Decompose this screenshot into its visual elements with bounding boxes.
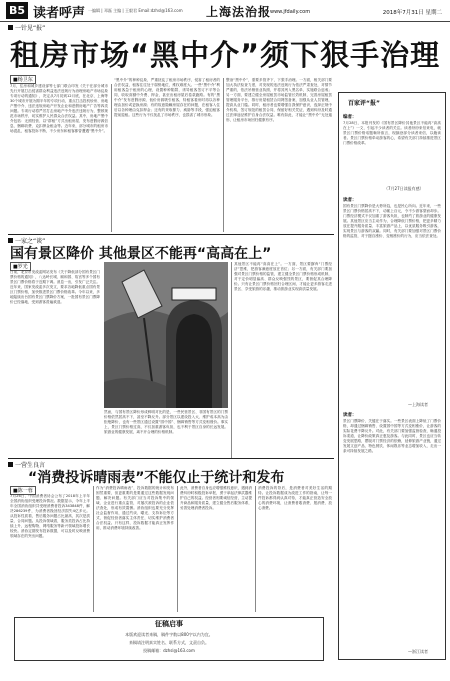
column-divider [231, 262, 232, 458]
sidebar-title: 百家评“报” [348, 100, 380, 107]
section-rule [8, 234, 334, 235]
article-one-col-3: 整治“黑中介”，需要多管齐下，下狠手治理。一方面，相关部门要加大执法检查力度，对发现的违法违规行为依法严肃查处，对情节严重的，依法吊销营业执照，并将其列入黑名单，实施联合惩戒；另一方面，要建立健全房屋租赁市场监管长效机制，完善房屋租赁管理服务平台，推行房屋租赁合同网签备案，加强从业人员管理，提高从业门槛。同时，租房者也要增强自我保护意识，选择正规中介机构，签订规范的租赁合同，保留好相关凭证，遇到纠纷及时通过法律途径维护自身合法权益。唯有如此，才能让“黑中介”无处遁形，让租房市场回归健康有序。 [226, 78, 332, 122]
sidebar-text: 国有景区门票降价是大势所趋，也是民心所向。近年来，一些景区门票价格居高不下，动辄上百元，令不少游客望而却步。门票经济模式不仅加重了游客负担，也制约了旅游业的健康发展。其他景区应当主动作为，合理降低门票价格，把更多精力放在提升服务质量、丰富旅游产品上，以优质服务吸引游客，实现景区与游客的双赢。同时，有关部门要加强对景区门票价格的监管，对于擅自涨价、变相涨价的行为，应当依法查处。 [343, 204, 441, 238]
column-divider [223, 78, 224, 232]
article-two-col-1: 日前，北京市发改委网站发布《关于降低部分国有景区门票价格的通知》，八达岭长城、颐和园、故宫等多个国有景区门票价格将于近期下调。消息一出，引发广泛关注。近年来，国家发改委多次发文，要求各地降低重点国有景区门票价格，加快推进景区门票价格改革。今年以来，多地陆续出台国有景区门票降价方案，一批国有景区门票降价已经落地，受到游客普遍欢迎。 [10, 270, 100, 304]
sidebar-heading: 读者： [343, 198, 357, 203]
article-one-col-1: 7月，住房和城乡建设部等七部门联合印发《关于在部分城市先行开展打击侵害群众利益违法违规行为治理房地产市场乱象专项行动的通知》，决定从7月初到12月底，在北京、上海等30个城市开展为期半年的专项行动，重点打击投机炒房、房地产黑中介、违法违规房地产开发企业和虚假房地产广告等四类问题。专项行动将严厉打击房地产中介违法违规行为，整顿规范市场秩序，切实维护人民群众合法权益。其中，房地产黑中介包括：无照经营、以“群租”方式出租房屋、发布虚假房源信息、捆绑收费、克扣押金租金等。近年来，部分城市的租房市场混乱，租客投诉不断，不少房东和租客都曾遭遇“黑中介”。 [10, 84, 109, 133]
tag-block-icon [8, 25, 13, 30]
website: www.jfdaily.com [270, 9, 311, 15]
photo-credit: 资料图片 [266, 658, 271, 681]
sidebar-text: 景区门票降价，关键在于落实。一些景区表面上降低了门票价格，却通过捆绑销售、设置园中园等方式变相涨价，让游客的实际花费不降反升。对此，有关部门要加强监督检查，畅通投诉渠道，让降价政策真正惠及游客。与此同时，景区也应当转变发展思路，摆脱对门票经济的依赖，延伸旅游产业链，通过发展文创产品、特色餐饮、休闲娱乐等业态增加收入，走出一条可持续发展之路。 [343, 419, 441, 453]
author-one: ■杨卫东 [10, 75, 36, 84]
staff-credits: 一编辑 | 邓磊 主编 | 王毅君 Email:dzhsl@163.com [88, 8, 183, 13]
scenic-gate-illustration [104, 262, 228, 408]
notice-email[interactable]: 投稿邮箱：dzhsl@163.com [143, 648, 195, 653]
sidebar-text: 7月28日，本报刊发的《国有景区降价其他景区不能再“高高在上”》一文，引起不少读者的关注。读者纷纷来信来电，就景区门票价格话题畅所欲言，现摘登部分读者来信，以飨读者。景区门票价格牵动游客的心，希望有关部门持续推进景区门票价格改革。 [343, 121, 441, 145]
section-rule [8, 458, 334, 459]
sidebar-signature: —上海读者 [408, 402, 428, 407]
page-number: B5 [6, 2, 28, 19]
paper-name: 上海法治报 [206, 5, 272, 19]
sidebar-heading: 读者： [343, 413, 357, 418]
column-divider [111, 84, 112, 232]
section-tag-two: 一家之“谈” [8, 237, 45, 246]
sidebar-signature: （7月27日读报有感） [384, 186, 424, 191]
masthead [0, 0, 450, 22]
sidebar-signature: —浙江读者 [408, 649, 428, 654]
article-one-col-2: “黑中介”的种种乱象，严重扰乱了租房市场秩序，侵害了租房者的合法权益，租客往往处于弱势地位，维权难度大。一些“黑中介”利用租客急于租房的心理，设置种种陷阱，诱导租客签订不平等合同，收取高额中介费、押金，甚至出租房屋后卷款跑路。有的“黑中介”发布虚假房源、低价房源吸引租客，待租客看房时再以各种理由加价或更换房源；有的故意隐瞒房屋存在的问题，在租客入住后以各种理由克扣押金；还有的采取暴力、威胁等手段，强迫租客提前退租。这些行为不仅扰乱了市场秩序，也损害了城市形象。 [114, 78, 220, 117]
section-tag-one: 一针见“报” [8, 24, 45, 33]
sidebar-heading: 编者： [343, 115, 357, 120]
article-three-col-4: 消费投诉的背后，是消费者对美好生活的期待。让投诉数据成为改进工作的指南，让每一件投诉都得到认真对待，才能真正营造安全放心的消费环境，让消费者敢消费、愿消费、放心消费。 [258, 486, 332, 510]
notice-title: 征稿启事 [155, 620, 183, 628]
column-name: 读者呼声 [33, 6, 86, 21]
issue-date: 2018年7月31日 星期二 [382, 10, 442, 16]
section-three-headline: “消费投诉晴雨表”不能仅止于统计和发布 [28, 470, 285, 486]
article-three-col-2: 作为“消费投诉晴雨表”，投诉数据的统计和发布固然重要，但更重要的是要通过这些数据发现问题、解决问题。有关部门应当对投诉集中的领域、企业进行重点监管，对屡次被投诉的企业依法查处，形成有效震慑。消协组织也要充分发挥社会监督作用，通过约谈、曝光、支持诉讼等方式，督促经营者落实主体责任，切实维护消费者合法权益。只有这样，投诉数据才能真正发挥作用，推动消费环境持续改善。 [96, 486, 174, 530]
author-three: ■陈一蓉 [10, 486, 36, 495]
article-two-col-3: 其他景区不能再“高高在上”。一方面，景区要摒弃“门票经济”思维，把游客满意度放在首位；另一方面，有关部门要加强对景区门票价格的监管，建立健全景区门票价格形成机制，对于定价明显偏高、群众反映强烈的景区，要督促其合理降价。只有让景区门票价格回归合理区间，才能让更多游客走进景区、享受旅游的乐趣，推动旅游业实现高质量发展。 [234, 262, 332, 291]
article-two-col-2: 然而，与国有景区降价形成鲜明对比的是，一些民营景区、非国有景区的门票价格依然居高不下，甚至不降反升。部分景区以建设投入大、维护成本高为由拒绝降价，也有一些景区通过设置“园中园”、捆绑销售等方式变相涨价。事实上，景区门票价格过高，不仅加重游客负担，也不利于景区自身的长远发展。旅游业的健康发展，离不开合理的价格机制。 [104, 410, 228, 434]
article-three-col-3: 此外，消费者自身也应增强维权意识，遇到消费纠纷时积极投诉举报，勇于拿起法律武器维护自己的权益。经营者则要诚信经营，主动提升商品和服务质量，建立健全售后服务体系，妥善处理消费者投诉。 [180, 486, 252, 510]
tag-block-icon [8, 462, 13, 467]
notice-line: 本版欢迎读者来稿，稿件字数以800字以内为宜。 [125, 632, 213, 637]
section-tag-three: 一营生良言 [8, 461, 45, 470]
column-divider [93, 486, 94, 612]
column-divider [255, 486, 256, 612]
section-two-headline: 国有景区降价 其他景区不能再“高高在上” [10, 246, 272, 262]
column-divider [177, 486, 178, 612]
notice-line: 来稿请注明真实姓名、联系方式，文责自负。 [129, 640, 209, 645]
main-headline: 租房市场“黑中介”须下狠手治理 [10, 38, 441, 72]
author-two: ■罗光 [10, 262, 31, 271]
article-three-col-1: 7月26日，中国消费者协会公布了2018年上半年全国消协组织受理投诉情况。数据显示，今年上半年全国消协组织共受理消费者投诉343848件，解决286239件，为消费者挽回经济损失4亿多元。从投诉性质看，售后服务问题占比最高，其次是质量、合同问题。从投诉领域看，服务类投诉占比持续上升，远程购物、网络服务等新兴领域投诉增长较快。消协定期发布投诉数据，可以及时反映消费领域存在的突出问题。 [10, 494, 90, 538]
